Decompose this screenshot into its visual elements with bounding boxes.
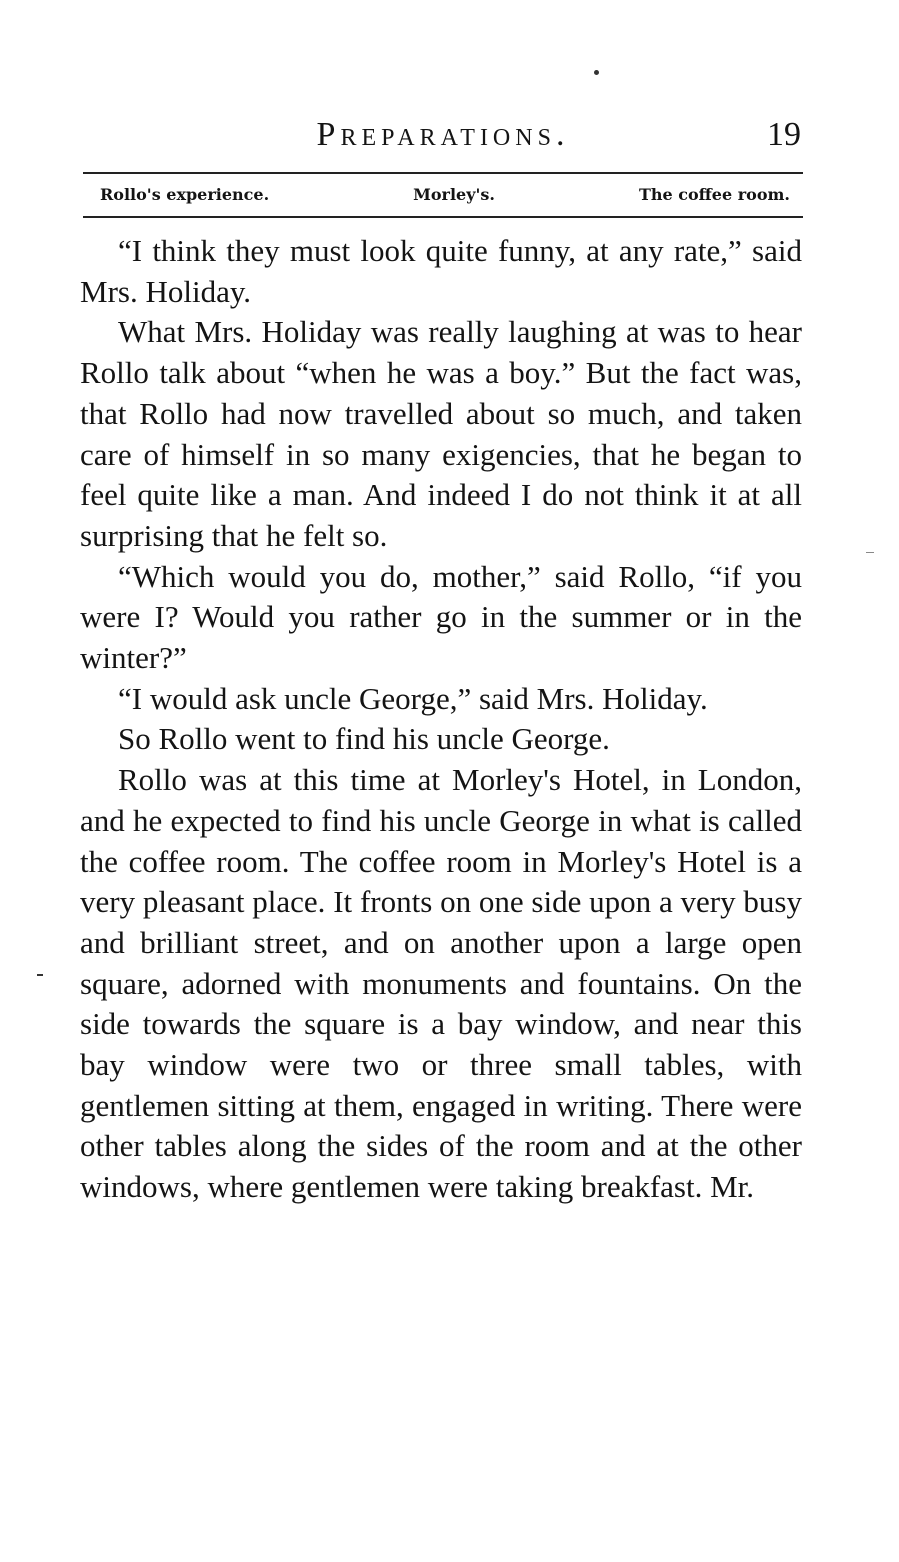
side-heading-center: Morley's. [413,185,495,204]
paragraph: “I think they must look quite funny, at any rate,” said Mrs. Holiday. [80,233,802,309]
margin-mark [866,552,874,553]
header-rule-bottom [83,216,803,218]
paragraph: So Rollo went to find his uncle George. [118,721,610,757]
page-header [83,112,803,162]
running-title: Preparations. [316,116,570,153]
paragraph: What Mrs. Holiday was really laughing at was to hear Rollo talk about “when he was a boy.” But the fact was, that Rollo had now travelled about so much, and taken care of himself in so many exigencies, that he began to feel quite like a man. And indeed I do not think it at all surprising that he felt so. [80,314,802,553]
paragraph: Rollo was at this time at Morley's Hotel, in London, and he expected to find his uncle George in what is called the coffee room. The coffee room in Morley's Hotel is a very pleasant place. It fronts on one side upon a very busy and brilliant street, and on another upon a large open square, adorned with monuments and fountains. On the side towards the square is a bay window, and near this bay window were two or three small tables, with gentlemen sitting at them, engaged in writing. There were other tables along the sides of the room and at the other windows, where gentlemen were taking breakfast. Mr. [80,762,802,1205]
side-headings [100,178,790,212]
paragraph: “Which would you do, mother,” said Rollo, “if you were I? Would you rather go in the summer or in the winter?” [80,558,802,676]
margin-mark [37,974,43,976]
paragraph: “I would ask uncle George,” said Mrs. Holiday. [118,680,708,716]
side-heading-left: Rollo's experience. [100,185,270,204]
body-text [80,231,802,1208]
side-heading-right: The coffee room. [638,185,790,204]
header-rule-top [83,172,803,174]
page-number: 19 [767,116,801,153]
ink-speck [594,70,599,75]
